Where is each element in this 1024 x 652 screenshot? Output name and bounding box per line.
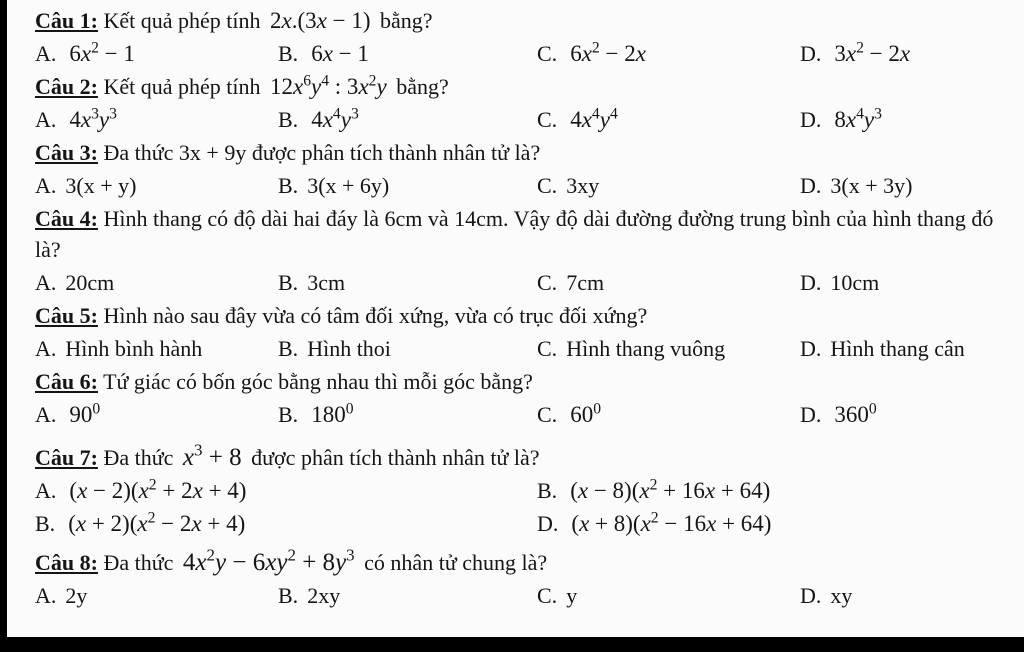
- option-letter: B.: [537, 478, 558, 503]
- option-letter: C.: [537, 107, 558, 132]
- question-8-math: $4x^2y - 6xy^2 + 8y^3$: [182, 545, 355, 576]
- option-letter: D.: [800, 336, 822, 361]
- question-5: [35, 300, 1018, 331]
- question-8-option-d: [800, 580, 1018, 611]
- option-value: y: [566, 583, 578, 608]
- option-value: 2y: [65, 583, 88, 608]
- option-letter: B.: [278, 336, 299, 361]
- question-7-options-row-1: [35, 475, 1018, 506]
- question-2-options: [35, 104, 1018, 135]
- option-value: Hình bình hành: [65, 336, 203, 361]
- option-letter: A.: [35, 173, 57, 198]
- question-5-options: [35, 333, 1018, 364]
- option-value: 10cm: [830, 270, 880, 295]
- question-5-option-c: [537, 333, 800, 364]
- question-1: [35, 5, 1018, 36]
- question-2-text: Kết quả phép tính: [103, 74, 261, 99]
- option-letter: B.: [278, 107, 299, 132]
- option-value: $8x^4y^3$: [834, 105, 882, 132]
- option-letter: C.: [537, 336, 558, 361]
- question-3-option-c: [537, 170, 800, 201]
- question-2-label: Câu 2:: [35, 74, 98, 99]
- option-value: $4x^3y^3$: [69, 105, 117, 132]
- option-letter: B.: [278, 402, 299, 427]
- option-letter: C.: [537, 270, 558, 295]
- question-7-option-b2: [35, 508, 537, 539]
- option-letter: D.: [800, 41, 822, 66]
- option-value: Hình thoi: [307, 336, 391, 361]
- question-1-math: 2x.(3x − 1): [269, 8, 371, 33]
- option-value: $(x + 2)(x^2 - 2x + 4)$: [68, 509, 246, 536]
- question-8: [35, 547, 1018, 578]
- question-2-text-after: bằng?: [396, 74, 449, 99]
- question-1-text: Kết quả phép tính: [103, 8, 261, 33]
- option-value: 6x − 1: [311, 41, 369, 66]
- question-2-option-b: [278, 104, 537, 135]
- question-3-text: Đa thức 3x + 9y được phân tích thành nhân tử là?: [103, 140, 541, 165]
- question-8-option-b: [278, 580, 537, 611]
- question-5-option-b: [278, 333, 537, 364]
- question-3-option-d: [800, 170, 1018, 201]
- question-4-option-d: [800, 267, 1018, 298]
- option-value: $3x^2 - 2x$: [834, 39, 911, 66]
- question-8-text: Đa thức: [103, 550, 174, 575]
- question-1-option-a: [35, 38, 278, 69]
- question-8-option-a: [35, 580, 278, 611]
- question-7-text: Đa thức: [103, 445, 174, 470]
- question-5-text: Hình nào sau đây vừa có tâm đối xứng, vừa có trục đối xứng?: [103, 303, 648, 328]
- question-8-option-c: [537, 580, 800, 611]
- option-value: 3(x + 6y): [307, 173, 390, 198]
- question-3-options: [35, 170, 1018, 201]
- option-value: $(x + 8)(x^2 - 16x + 64)$: [571, 509, 772, 536]
- option-value: 3(x + 3y): [830, 173, 913, 198]
- option-value: $6x^2 - 2x$: [570, 39, 646, 66]
- option-letter: C.: [537, 173, 558, 198]
- question-2: [35, 71, 1018, 102]
- question-4-option-b: [278, 267, 537, 298]
- question-3-option-b: [278, 170, 537, 201]
- option-value: $180^0$: [311, 400, 354, 427]
- option-value: $60^0$: [570, 400, 601, 427]
- question-7-option-b1: [537, 475, 1018, 506]
- question-7-option-d: [537, 508, 1018, 539]
- option-letter: D.: [800, 402, 822, 427]
- question-7: [35, 442, 1018, 473]
- question-3-option-a: [35, 170, 278, 201]
- option-letter: D.: [537, 511, 559, 536]
- question-2-option-c: [537, 104, 800, 135]
- option-value: $(x - 8)(x^2 + 16x + 64)$: [570, 476, 771, 503]
- question-4-options: [35, 267, 1018, 298]
- option-letter: C.: [537, 41, 558, 66]
- option-value: 3cm: [307, 270, 346, 295]
- question-6-option-b: [278, 399, 537, 430]
- question-6-options: [35, 399, 1018, 430]
- option-value: 3xy: [566, 173, 600, 198]
- option-value: $(x - 2)(x^2 + 2x + 4)$: [69, 476, 247, 503]
- question-6-option-c: [537, 399, 800, 430]
- option-letter: C.: [537, 583, 558, 608]
- option-letter: B.: [35, 511, 56, 536]
- question-2-option-a: [35, 104, 278, 135]
- option-value: $90^0$: [69, 400, 101, 427]
- option-value: 3(x + y): [65, 173, 137, 198]
- option-letter: B.: [278, 583, 299, 608]
- question-4: [35, 203, 1018, 265]
- question-5-label: Câu 5:: [35, 303, 98, 328]
- option-value: Hình thang vuông: [566, 336, 726, 361]
- option-value: 2xy: [307, 583, 341, 608]
- option-letter: D.: [800, 107, 822, 132]
- question-1-option-b: [278, 38, 537, 69]
- question-2-math: $12x^6y^4$ : $3x^2y$: [269, 72, 387, 99]
- option-value: xy: [830, 583, 853, 608]
- question-7-text-after: được phân tích thành nhân tử là?: [251, 445, 540, 470]
- option-value: $4x^4y^3$: [311, 105, 359, 132]
- option-letter: A.: [35, 270, 57, 295]
- question-4-label: Câu 4:: [35, 206, 98, 231]
- option-letter: A.: [35, 41, 57, 66]
- question-5-option-d: [800, 333, 1018, 364]
- option-letter: D.: [800, 583, 822, 608]
- option-letter: A.: [35, 583, 57, 608]
- option-letter: B.: [278, 173, 299, 198]
- option-value: $360^0$: [834, 400, 877, 427]
- question-1-option-c: [537, 38, 800, 69]
- question-1-text-after: bằng?: [379, 8, 433, 33]
- option-letter: A.: [35, 402, 57, 427]
- question-1-option-d: [800, 38, 1018, 69]
- option-letter: C.: [537, 402, 558, 427]
- question-8-label: Câu 8:: [35, 550, 98, 575]
- option-letter: B.: [278, 41, 299, 66]
- question-3-label: Câu 3:: [35, 140, 98, 165]
- question-7-option-a: [35, 475, 537, 506]
- question-1-options: [35, 38, 1018, 69]
- option-value: Hình thang cân: [830, 336, 965, 361]
- bottom-border: [0, 637, 1024, 652]
- question-8-options: [35, 580, 1018, 611]
- option-letter: A.: [35, 478, 57, 503]
- option-value: $4x^4y^4$: [570, 105, 618, 132]
- option-value: 7cm: [566, 270, 605, 295]
- question-8-text-after: có nhân tử chung là?: [364, 550, 548, 575]
- question-6-option-d: [800, 399, 1018, 430]
- question-4-option-c: [537, 267, 800, 298]
- question-5-option-a: [35, 333, 278, 364]
- question-3: [35, 137, 1018, 168]
- option-letter: A.: [35, 336, 57, 361]
- question-6: [35, 366, 1018, 397]
- option-letter: D.: [800, 270, 822, 295]
- question-7-math: $x^3 + 8$: [182, 440, 242, 471]
- option-value: 20cm: [65, 270, 115, 295]
- option-value: $6x^2 - 1$: [69, 39, 135, 66]
- question-7-options-row-2: [35, 508, 1018, 539]
- question-7-label: Câu 7:: [35, 445, 98, 470]
- question-4-text: Hình thang có độ dài hai đáy là 6cm và 14cm. Vậy độ dài đường đường trung bình của hình thang đó là?: [35, 206, 994, 262]
- option-letter: D.: [800, 173, 822, 198]
- question-2-option-d: [800, 104, 1018, 135]
- option-letter: A.: [35, 107, 57, 132]
- left-border: [0, 0, 7, 637]
- question-6-label: Câu 6:: [35, 369, 98, 394]
- question-6-text: Tứ giác có bốn góc bằng nhau thì mỗi góc bằng?: [103, 369, 533, 394]
- question-1-label: Câu 1:: [35, 8, 98, 33]
- question-6-option-a: [35, 399, 278, 430]
- question-4-option-a: [35, 267, 278, 298]
- option-letter: B.: [278, 270, 299, 295]
- quiz-document: [7, 0, 1024, 637]
